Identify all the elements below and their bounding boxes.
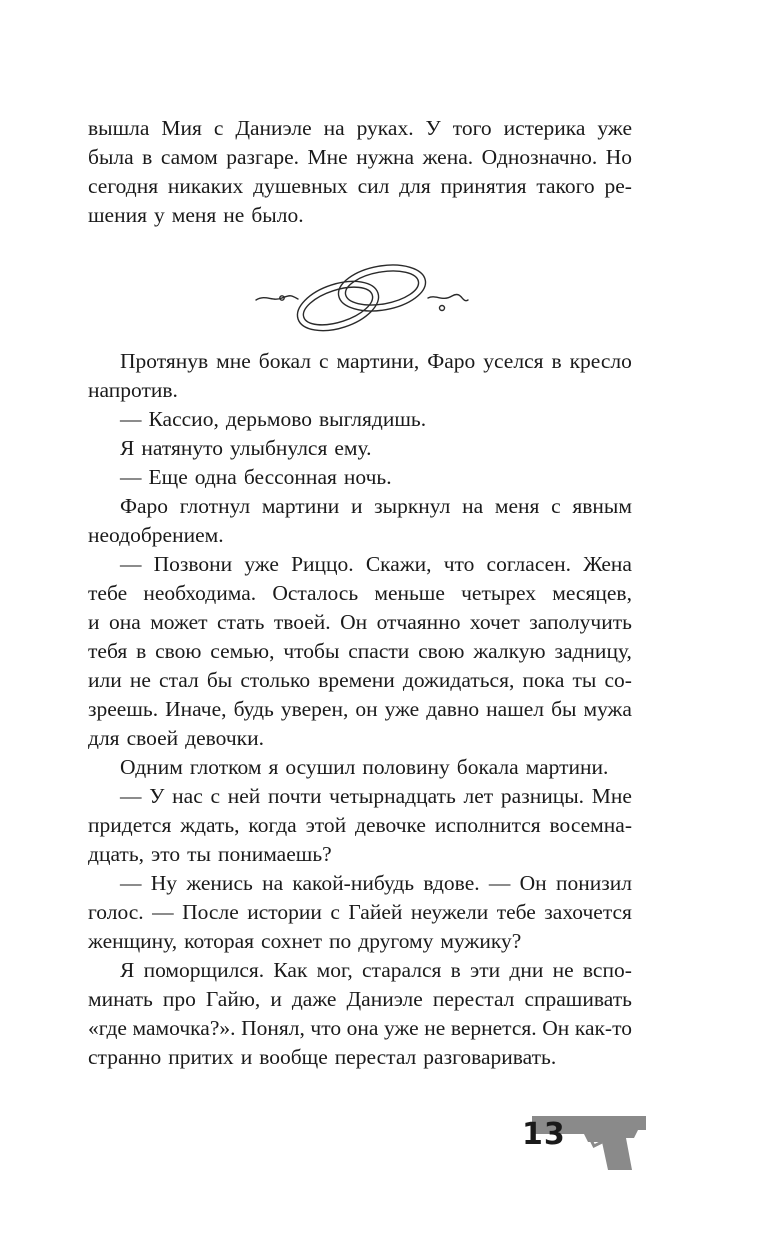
text-line: минать про Гайю, и даже Даниэле перестал спрашивать	[88, 987, 632, 1011]
text-line: шения у меня не было.	[88, 203, 304, 227]
text-line: Я натянуто улыбнулся ему.	[120, 436, 372, 460]
text-line: Я поморщился. Как мог, старался в эти дни не вспо-	[120, 958, 632, 982]
page-number: 13	[522, 1117, 566, 1152]
text-line: неодобрением.	[88, 523, 224, 547]
text-line: вышла Мия с Даниэле на руках. У того истерика уже	[88, 116, 632, 140]
text-line: Одним глотком я осушил половину бокала мартини.	[120, 755, 609, 779]
text-line: — Позвони уже Риццо. Скажи, что согласен. Жена	[120, 552, 632, 576]
text-line: тебя в свою семью, чтобы спасти свою жалкую задницу,	[88, 639, 632, 663]
text-line: или не стал бы столько времени дожидаться, пока ты со-	[88, 668, 632, 692]
text-line: и она может стать твоей. Он отчаянно хочет заполучить	[88, 610, 632, 634]
text-line: напротив.	[88, 378, 178, 402]
text-line: — Ну женись на какой-нибудь вдове. — Он понизил	[120, 871, 632, 895]
text-line: Протянув мне бокал с мартини, Фаро уселся в кресло	[120, 349, 632, 373]
text-line: «где мамочка?». Понял, что она уже не вернется. Он как-то	[88, 1016, 632, 1040]
text-line: Фаро глотнул мартини и зыркнул на меня с явным	[120, 494, 632, 518]
text-line: — Кассио, дерьмово выглядишь.	[120, 407, 427, 431]
text-line: зреешь. Иначе, будь уверен, он уже давно нашел бы мужа	[88, 697, 632, 721]
text-line: странно притих и вообще перестал разговаривать.	[88, 1045, 557, 1069]
text-line: для своей девочки.	[88, 726, 264, 750]
text-line: была в самом разгаре. Мне нужна жена. Однозначно. Но	[88, 145, 632, 169]
text-line: сегодня никаких душевных сил для принятия такого ре-	[88, 174, 632, 198]
text-line: дцать, это ты понимаешь?	[88, 842, 332, 866]
text-line: женщину, которая сохнет по другому мужику?	[88, 929, 522, 953]
wedding-rings-icon	[252, 258, 472, 340]
text-line: голос. — После истории с Гайей неужели тебе захочется	[88, 900, 632, 924]
text-line: придется ждать, когда этой девочке исполнится восемна-	[88, 813, 632, 837]
text-line: тебе необходима. Осталось меньше четырех месяцев,	[88, 581, 632, 605]
text-line: — У нас с ней почти четырнадцать лет разницы. Мне	[120, 784, 632, 808]
text-line: — Еще одна бессонная ночь.	[120, 465, 392, 489]
text-block-after-ornament	[88, 347, 632, 1072]
text-block-before-ornament	[88, 114, 632, 230]
